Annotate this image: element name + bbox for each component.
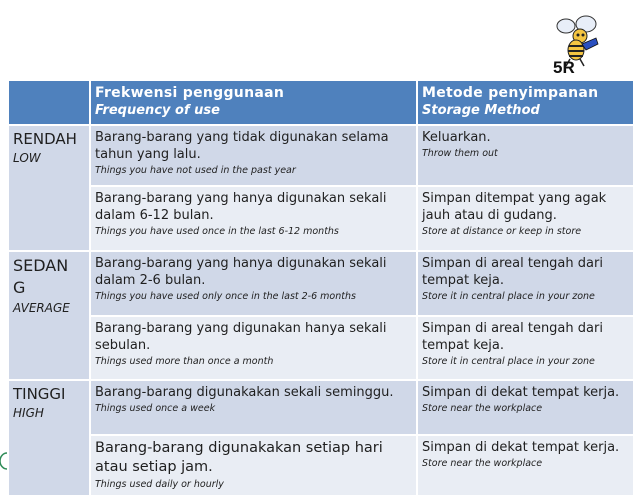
frequency-text: Barang-barang yang digunakan hanya sekali sebulan. xyxy=(95,321,387,353)
level-label: TINGGI xyxy=(13,385,66,403)
level-label: RENDAH xyxy=(13,130,77,148)
method-text-en: Store near the workplace xyxy=(422,458,543,469)
method-text-en: Store it in central place in your zone xyxy=(422,291,595,302)
header-level-cell xyxy=(8,80,90,125)
table-row xyxy=(8,125,634,186)
method-cell xyxy=(417,125,634,186)
frequency-cell xyxy=(90,316,417,380)
header-method-label-en: Storage Method xyxy=(422,103,540,118)
method-text-en: Store at distance or keep in store xyxy=(422,226,582,237)
level-high-cell xyxy=(8,380,90,496)
method-text-en: Store near the workplace xyxy=(422,403,543,414)
table-row xyxy=(8,251,634,316)
table-row xyxy=(8,186,634,251)
table-row xyxy=(8,380,634,435)
method-text-en: Store it in central place in your zone xyxy=(422,356,595,367)
frequency-text: Barang-barang yang hanya digunakan sekali dalam 2-6 bulan. xyxy=(95,256,387,288)
level-label-en: LOW xyxy=(13,151,41,165)
header-method-label: Metode penyimpanan xyxy=(422,85,599,101)
method-cell xyxy=(417,435,634,496)
frequency-text: Barang-barang yang hanya digunakan sekali dalam 6-12 bulan. xyxy=(95,191,387,223)
logo-5r-text: 5R xyxy=(553,58,575,77)
frequency-text-en: Things you have used only once in the last 2-6 months xyxy=(95,291,356,302)
frequency-cell xyxy=(90,186,417,251)
frequency-cell xyxy=(90,380,417,435)
method-text: Simpan di dekat tempat kerja. xyxy=(422,440,620,455)
table-row xyxy=(8,316,634,380)
frequency-cell xyxy=(90,251,417,316)
level-label: SEDAN G xyxy=(13,256,69,297)
frequency-cell xyxy=(90,125,417,186)
frequency-cell xyxy=(90,435,417,496)
level-low-cell xyxy=(8,125,90,251)
level-label-en: HIGH xyxy=(13,406,44,420)
frequency-text-en: Things used once a week xyxy=(95,403,216,414)
header-frequency-label-en: Frequency of use xyxy=(95,103,220,118)
method-cell xyxy=(417,251,634,316)
frequency-text: Barang-barang digunakakan setiap hari atau setiap jam. xyxy=(95,440,383,475)
storage-frequency-table xyxy=(7,79,635,497)
table-row xyxy=(8,435,634,496)
frequency-text: Barang-barang digunakakan sekali seminggu. xyxy=(95,385,394,400)
header-frequency-cell xyxy=(90,80,417,125)
method-text: Simpan di areal tengah dari tempat keja. xyxy=(422,321,603,353)
frequency-text-en: Things you have used once in the last 6-12 months xyxy=(95,226,339,237)
frequency-text-en: Things used more than once a month xyxy=(95,356,274,367)
method-text: Keluarkan. xyxy=(422,130,491,145)
method-cell xyxy=(417,316,634,380)
method-cell xyxy=(417,186,634,251)
header-method-cell xyxy=(417,80,634,125)
frequency-text-en: Things used daily or hourly xyxy=(95,479,224,490)
level-average-cell xyxy=(8,251,90,380)
table-header-row xyxy=(8,80,634,125)
frequency-text-en: Things you have not used in the past year xyxy=(95,165,296,176)
level-label-en: AVERAGE xyxy=(13,301,70,315)
method-text: Simpan di dekat tempat kerja. xyxy=(422,385,620,400)
method-text: Simpan di areal tengah dari tempat keja. xyxy=(422,256,603,288)
method-text-en: Throw them out xyxy=(422,148,498,159)
frequency-text: Barang-barang yang tidak digunakan selama tahun yang lalu. xyxy=(95,130,389,162)
method-text: Simpan ditempat yang agak jauh atau di gudang. xyxy=(422,191,607,223)
method-cell xyxy=(417,380,634,435)
header-frequency-label: Frekwensi penggunaan xyxy=(95,85,285,101)
